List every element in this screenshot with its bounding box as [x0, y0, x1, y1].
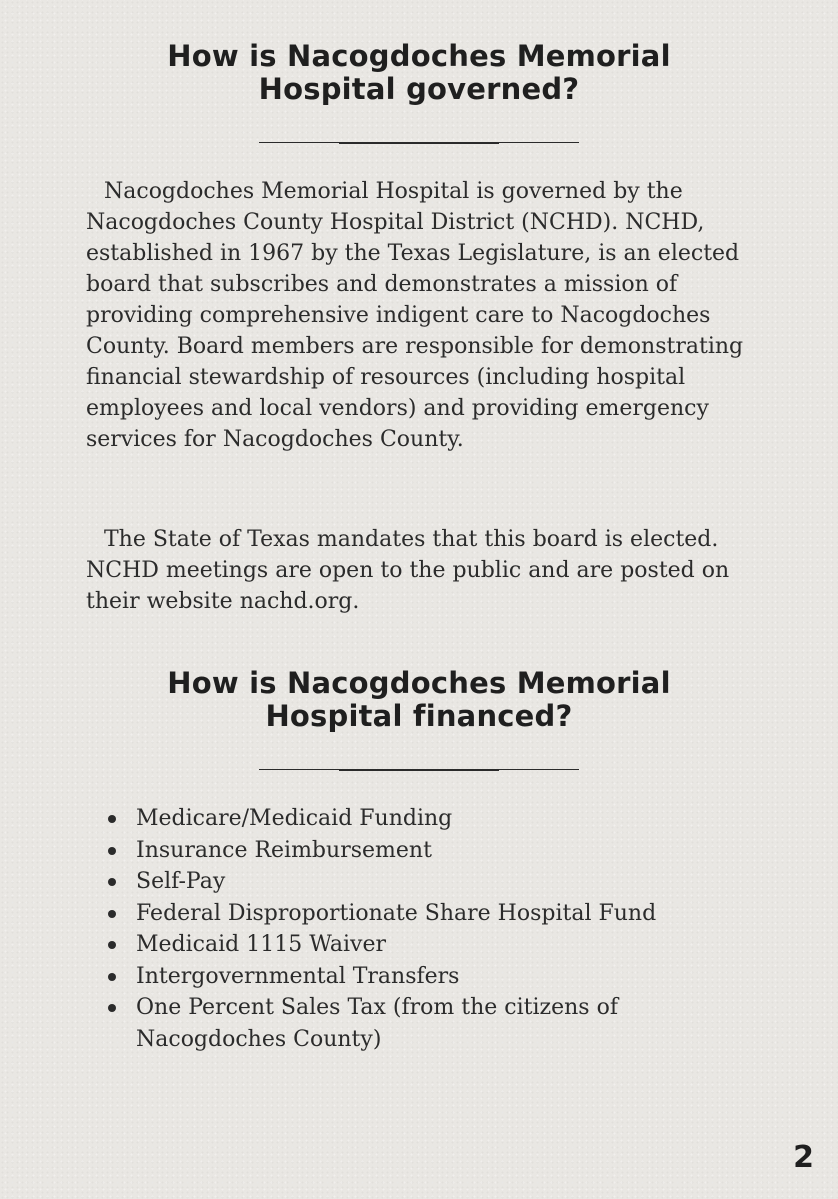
- governed-heading-line2: Hospital governed?: [258, 72, 580, 106]
- list-item-text: Medicare/Medicaid Funding: [136, 806, 453, 831]
- governed-heading-line1: How is Nacogdoches Memorial: [167, 39, 671, 73]
- page-number: 2: [793, 1140, 814, 1175]
- bullet-icon: [108, 815, 116, 823]
- bullet-icon: [108, 1004, 116, 1012]
- financed-heading: [0, 667, 838, 733]
- bullet-icon: [108, 847, 116, 855]
- governed-paragraph-2: The State of Texas mandates that this board is elected. NCHD meetings are open to the public and are posted on their website nachd.org.: [86, 527, 730, 614]
- list-item-text: Federal Disproportionate Share Hospital Fund: [136, 900, 657, 926]
- list-item-text: Self-Pay: [136, 869, 226, 894]
- list-item: [86, 803, 746, 835]
- bullet-icon: [108, 941, 116, 949]
- bullet-icon: [108, 878, 116, 886]
- financed-divider: [259, 769, 579, 770]
- governed-paragraph-1: Nacogdoches Memorial Hospital is governed by the Nacogdoches County Hospital District (NCHD). NCHD, established in 1967 by the Texas Legislature, is an elected board that subscribes and demonstrates a mission of providing comprehensive indigent care to Nacogdoches County. Board members are responsible for demonstrating financial stewardship of resources (including hospital employees and local vendors) and providing emergency services for Nacogdoches County.: [86, 179, 744, 452]
- list-item: [86, 929, 746, 961]
- governed-heading: [0, 40, 838, 106]
- financed-heading-line2: Hospital financed?: [265, 699, 573, 733]
- funding-list: [86, 803, 746, 1055]
- list-item: [86, 835, 746, 867]
- list-item: [86, 961, 746, 993]
- list-item-text: Medicaid 1115 Waiver: [136, 932, 387, 957]
- bullet-icon: [108, 910, 116, 918]
- financed-heading-line1: How is Nacogdoches Memorial: [167, 666, 671, 700]
- list-item-text: Intergovernmental Transfers: [136, 963, 460, 989]
- bullet-icon: [108, 973, 116, 981]
- list-item: [86, 898, 746, 930]
- list-item-text: One Percent Sales Tax (from the citizens of Nacogdoches County): [136, 995, 618, 1052]
- governed-divider: [259, 142, 579, 143]
- list-item: [86, 992, 746, 1055]
- list-item: [86, 866, 746, 898]
- list-item-text: Insurance Reimbursement: [136, 837, 432, 863]
